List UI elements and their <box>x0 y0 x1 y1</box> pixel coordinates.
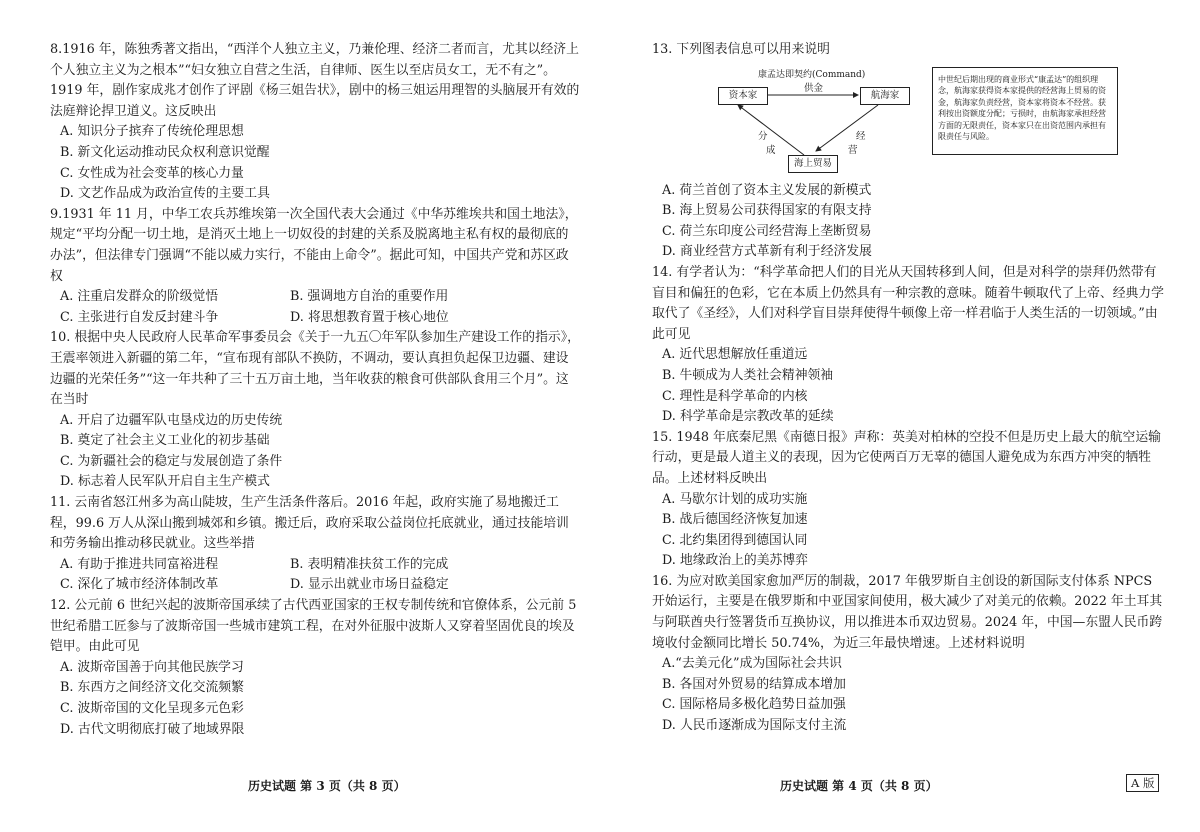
option-b: B. 表明精准扶贫工作的完成 <box>290 556 449 572</box>
navigator-box: 航海家 <box>860 87 910 105</box>
question-stem: 16. 为应对欧美国家愈加严厉的制裁，2017 年俄罗斯自主创设的新国际支付体系 NPCS 开始运行，主要是在俄罗斯和中亚国家间使用，极大减少了对美元的依赖。2022 年土耳其与阿联酋央行签署货币互换协议，用以推进本币双边贸易。2024 年，中国—东盟人民币跨境收付金额同比增长 50.74%，为近三年最快增速。上述材料说明 <box>652 573 1163 651</box>
option-c: C. 理性是科学革命的内核 <box>662 388 808 404</box>
option-a: A.“去美元化”成为国际社会共识 <box>662 656 842 672</box>
question-10 <box>50 328 580 493</box>
label-operate-2: 营 <box>848 144 858 156</box>
question-15 <box>652 428 1164 572</box>
diagram-note: 中世纪后期出现的商业形式“康孟达”的组织理念，航海家获得资本家提供的经营海上贸易的资金，航海家负责经营，资本家将资本不经营。获利按出资额度分配；亏损时，由航海家承担经营方面的无限责任，资本家只在出资范围内承担有限责任与风险。 <box>932 67 1118 155</box>
question-stem: 15. 1948 年底秦尼黑《南德日报》声称：英美对柏林的空投不但是历史上最大的航空运输行动，更是最人道主义的表现，因为它使两百万无辜的德国人避免成为东西方冲突的牺牲品。上述材料反映出 <box>652 429 1161 486</box>
option-d: D. 将思想教育置于核心地位 <box>290 309 449 325</box>
capitalist-box: 资本家 <box>718 87 768 105</box>
option-a: A. 马歇尔计划的成功实施 <box>662 491 808 507</box>
question-11 <box>50 493 580 596</box>
arrow-navigator-to-trade <box>816 105 878 151</box>
commenda-diagram <box>708 65 1106 177</box>
option-c: C. 深化了城市经济体制改革 <box>60 577 219 593</box>
option-d: D. 显示出就业市场日益稳定 <box>290 577 449 593</box>
option-c: C. 为新疆社会的稳定与发展创造了条件 <box>60 453 283 469</box>
option-d: D. 商业经营方式革新有利于经济发展 <box>662 244 872 260</box>
option-c: C. 波斯帝国的文化呈现多元色彩 <box>60 701 244 716</box>
question-16 <box>652 572 1164 737</box>
question-stem: 8.1916 年，陈独秀著文指出，“西洋个人独立主义，乃兼伦理、经济二者而言，尤其以经济上个人独立主义为之根本”“妇女独立自营之生活，自律师、医生以至店员女工，无不有之”。1919 年，剧作家成兆才创作了评剧《杨三姐告状》，剧中的杨三姐运用理智的头脑展开有效的法庭辩论捍卫道义。这反映出 <box>50 42 580 119</box>
page-footer-left: 历史试题 第 3 页（共 8 页） <box>248 779 406 793</box>
option-a: A. 注重启发群众的阶级觉悟 <box>60 289 219 305</box>
option-d: D. 标志着人民军队开启自主生产模式 <box>60 474 270 490</box>
page-footer-right: 历史试题 第 4 页（共 8 页） <box>780 779 938 793</box>
label-operate-1: 经 <box>856 130 866 142</box>
option-a: A. 近代思想解放任重道远 <box>662 347 808 363</box>
right-page <box>652 40 1164 737</box>
option-d: D. 古代文明彻底打破了地域界限 <box>60 721 245 737</box>
question-14 <box>652 263 1164 428</box>
label-share-1: 分 <box>758 130 768 142</box>
question-stem: 10. 根据中央人民政府人民革命军事委员会《关于一九五〇年军队参加生产建设工作的指示》，王震率领进入新疆的第二年，“宣布现有部队不换防，不调动，要认真担负起保卫边疆、建设边疆的光荣任务”“这一年共种了三十五万亩土地，当年收获的粮食可供部队食用三个月”。这在当时 <box>50 330 580 408</box>
option-b: B. 强调地方自治的重要作用 <box>290 289 449 305</box>
option-d: D. 人民币逐渐成为国际支付主流 <box>662 718 847 734</box>
option-c: C. 主张进行自发反封建斗争 <box>60 309 219 325</box>
option-a: A. 有助于推进共同富裕进程 <box>60 556 219 572</box>
option-a: A. 开启了边疆军队屯垦戍边的历史传统 <box>60 412 283 428</box>
option-a: A. 荷兰首创了资本主义发展的新模式 <box>662 182 872 198</box>
option-c: C. 国际格局多极化趋势日益加强 <box>662 697 846 713</box>
option-c: C. 女性成为社会变革的核心力量 <box>60 165 244 181</box>
option-d: D. 文艺作品成为政治宣传的主要工具 <box>60 186 270 202</box>
option-b: B. 各国对外贸易的结算成本增加 <box>662 676 846 692</box>
question-8 <box>50 40 580 205</box>
option-b: B. 牛顿成为人类社会精神领袖 <box>662 367 834 383</box>
question-9 <box>50 205 580 329</box>
option-a: A. 知识分子摈弃了传统伦理思想 <box>60 124 244 140</box>
question-12 <box>50 596 580 740</box>
label-share-2: 成 <box>766 144 776 156</box>
option-b: B. 奠定了社会主义工业化的初步基础 <box>60 433 270 449</box>
option-b: B. 海上贸易公司获得国家的有限支持 <box>662 203 872 219</box>
option-d: D. 地缘政治上的美苏博弈 <box>662 553 808 569</box>
edition-badge: A 版 <box>1126 774 1159 792</box>
sea-trade-box: 海上贸易 <box>788 155 838 173</box>
option-c: C. 北约集团得到德国认同 <box>662 532 808 548</box>
label-funding: 供金 <box>804 82 824 94</box>
question-stem: 14. 有学者认为：“科学革命把人们的目光从天国转移到人间，但是对科学的崇拜仍然带有盲目和偏狂的色彩，它在本质上仍然具有一种宗教的意味。随着牛顿取代了上帝、经典力学取代了《圣经》，人们对科学盲目崇拜使得牛顿像上帝一样君临于人类生活的一切领域。”由此可见 <box>652 264 1164 342</box>
left-page <box>50 40 580 740</box>
question-13 <box>652 40 1164 263</box>
option-d: D. 科学革命是宗教改革的延续 <box>662 409 834 425</box>
option-c: C. 荷兰东印度公司经营海上垄断贸易 <box>662 223 872 239</box>
question-stem: 11. 云南省怒江州多为高山陡坡，生产生活条件落后。2016 年起，政府实施了易地搬迁工程，99.6 万人从深山搬到城郊和乡镇。搬迁后，政府采取公益岗位托底就业，通过技能培训和劳务输出推动移民就业。这些举措 <box>50 495 569 552</box>
question-stem: 12. 公元前 6 世纪兴起的波斯帝国承续了古代西亚国家的王权专制传统和官僚体系，公元前 5 世纪希腊工匠参与了波斯帝国一些城市建筑工程，在对外征服中波斯人又穿着坚固优良的埃及铠甲。由此可见 <box>50 598 577 655</box>
diagram-title: 康孟达即契约(Command) <box>758 69 866 80</box>
option-b: B. 东西方之间经济文化交流频繁 <box>60 680 244 696</box>
option-a: A. 波斯帝国善于向其他民族学习 <box>60 659 244 675</box>
option-b: B. 新文化运动推动民众权利意识觉醒 <box>60 144 270 160</box>
option-b: B. 战后德国经济恢复加速 <box>662 512 808 528</box>
question-stem: 13. 下列图表信息可以用来说明 <box>652 42 830 57</box>
question-stem: 9.1931 年 11 月，中华工农兵苏维埃第一次全国代表大会通过《中华苏维埃共和国土地法》，规定“平均分配一切土地，是消灭土地上一切奴役的封建的关系及脱离地主私有权的最彻底的办法”，但法律专门强调“不能以威力实行，不能由上命令”。据此可知，中国共产党和苏区政权 <box>50 206 578 284</box>
